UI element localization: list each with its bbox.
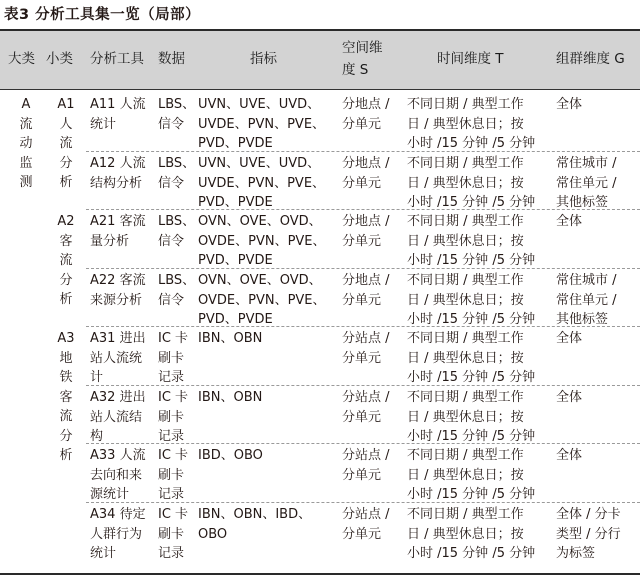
header-category: 大类 (8, 51, 35, 67)
tool-cell: A33 人流 去向和来 源统计 (90, 448, 146, 502)
metrics-cell: IBN、OBN、IBD、 OBO (198, 507, 312, 542)
header-data: 数据 (158, 51, 185, 67)
space-cell: 分站点 / 分单元 (342, 448, 390, 483)
header-space: 空间维 度 S (342, 40, 383, 78)
data-cell: IC 卡 刷卡 记录 (158, 331, 189, 385)
group-cell: 常住城市 / 常住单元 / 其他标签 (556, 273, 617, 327)
subcategory-a2: A2 客 流 分 析 (57, 214, 75, 307)
tool-cell: A31 进出 站人流统 计 (90, 331, 146, 385)
data-cell: IC 卡 刷卡 记录 (158, 507, 189, 561)
space-cell: 分站点 / 分单元 (342, 507, 390, 542)
data-cell: LBS、 信令 (158, 156, 196, 191)
row-divider (86, 151, 640, 152)
table-header (0, 31, 640, 90)
header-subcategory: 小类 (46, 51, 73, 67)
time-cell: 不同日期 / 典型工作 日 / 典型休息日；按 小时 /15 分钟 /5 分钟 (407, 273, 536, 327)
metrics-cell: IBD、OBO (198, 448, 263, 463)
subcategory-a1: A1 人 流 分 析 (57, 97, 75, 190)
header-group: 组群维度 G (556, 51, 625, 67)
tool-cell: A21 客流 量分析 (90, 214, 146, 249)
row-divider (86, 443, 640, 444)
table-caption: 表3 分析工具集一览（局部） (4, 7, 201, 23)
time-cell: 不同日期 / 典型工作 日 / 典型休息日；按 小时 /15 分钟 /5 分钟 (407, 156, 536, 210)
space-cell: 分站点 / 分单元 (342, 390, 390, 425)
space-cell: 分地点 / 分单元 (342, 97, 390, 132)
group-cell: 全体 (556, 448, 583, 463)
metrics-cell: IBN、OBN (198, 331, 263, 346)
data-cell: IC 卡 刷卡 记录 (158, 448, 189, 502)
analysis-tools-table (0, 29, 640, 575)
data-cell: LBS、 信令 (158, 97, 196, 132)
row-divider (86, 502, 640, 503)
row-divider (86, 268, 640, 269)
metrics-cell: UVN、UVE、UVD、 UVDE、PVN、PVE、 PVD、PVDE (198, 97, 326, 151)
row-divider (86, 385, 640, 386)
metrics-cell: OVN、OVE、OVD、 OVDE、PVN、PVE、 PVD、PVDE (198, 273, 326, 327)
tool-cell: A32 进出 站人流结 构 (90, 390, 146, 444)
tool-cell: A34 待定 人群行为 统计 (90, 507, 146, 561)
tool-cell: A22 客流 来源分析 (90, 273, 146, 308)
row-divider (86, 326, 640, 327)
space-cell: 分地点 / 分单元 (342, 156, 390, 191)
tool-cell: A12 人流 结构分析 (90, 156, 146, 191)
space-cell: 分地点 / 分单元 (342, 214, 390, 249)
data-cell: LBS、 信令 (158, 214, 196, 249)
group-cell: 常住城市 / 常住单元 / 其他标签 (556, 156, 617, 210)
group-cell: 全体 (556, 331, 583, 346)
metrics-cell: OVN、OVE、OVD、 OVDE、PVN、PVE、 PVD、PVDE (198, 214, 326, 268)
metrics-cell: IBN、OBN (198, 390, 263, 405)
metrics-cell: UVN、UVE、UVD、 UVDE、PVN、PVE、 PVD、PVDE (198, 156, 326, 210)
header-metrics: 指标 (250, 51, 277, 67)
tool-cell: A11 人流 统计 (90, 97, 146, 132)
time-cell: 不同日期 / 典型工作 日 / 典型休息日；按 小时 /15 分钟 /5 分钟 (407, 507, 536, 561)
data-cell: IC 卡 刷卡 记录 (158, 390, 189, 444)
group-cell: 全体 (556, 214, 583, 229)
group-cell: 全体 (556, 97, 583, 112)
row-divider (86, 209, 640, 210)
group-cell: 全体 / 分卡 类型 / 分行 为标签 (556, 507, 621, 561)
data-cell: LBS、 信令 (158, 273, 196, 308)
header-tool: 分析工具 (90, 51, 144, 67)
time-cell: 不同日期 / 典型工作 日 / 典型休息日；按 小时 /15 分钟 /5 分钟 (407, 448, 536, 502)
time-cell: 不同日期 / 典型工作 日 / 典型休息日；按 小时 /15 分钟 /5 分钟 (407, 390, 536, 444)
space-cell: 分地点 / 分单元 (342, 273, 390, 308)
group-cell: 全体 (556, 390, 583, 405)
time-cell: 不同日期 / 典型工作 日 / 典型休息日；按 小时 /15 分钟 /5 分钟 (407, 331, 536, 385)
subcategory-a3: A3 地 铁 客 流 分 析 (57, 331, 75, 463)
time-cell: 不同日期 / 典型工作 日 / 典型休息日；按 小时 /15 分钟 /5 分钟 (407, 214, 536, 268)
header-time: 时间维度 T (437, 51, 504, 67)
time-cell: 不同日期 / 典型工作 日 / 典型休息日；按 小时 /15 分钟 /5 分钟 (407, 97, 536, 151)
space-cell: 分站点 / 分单元 (342, 331, 390, 366)
category-a: A 流 动 监 测 (19, 97, 33, 190)
